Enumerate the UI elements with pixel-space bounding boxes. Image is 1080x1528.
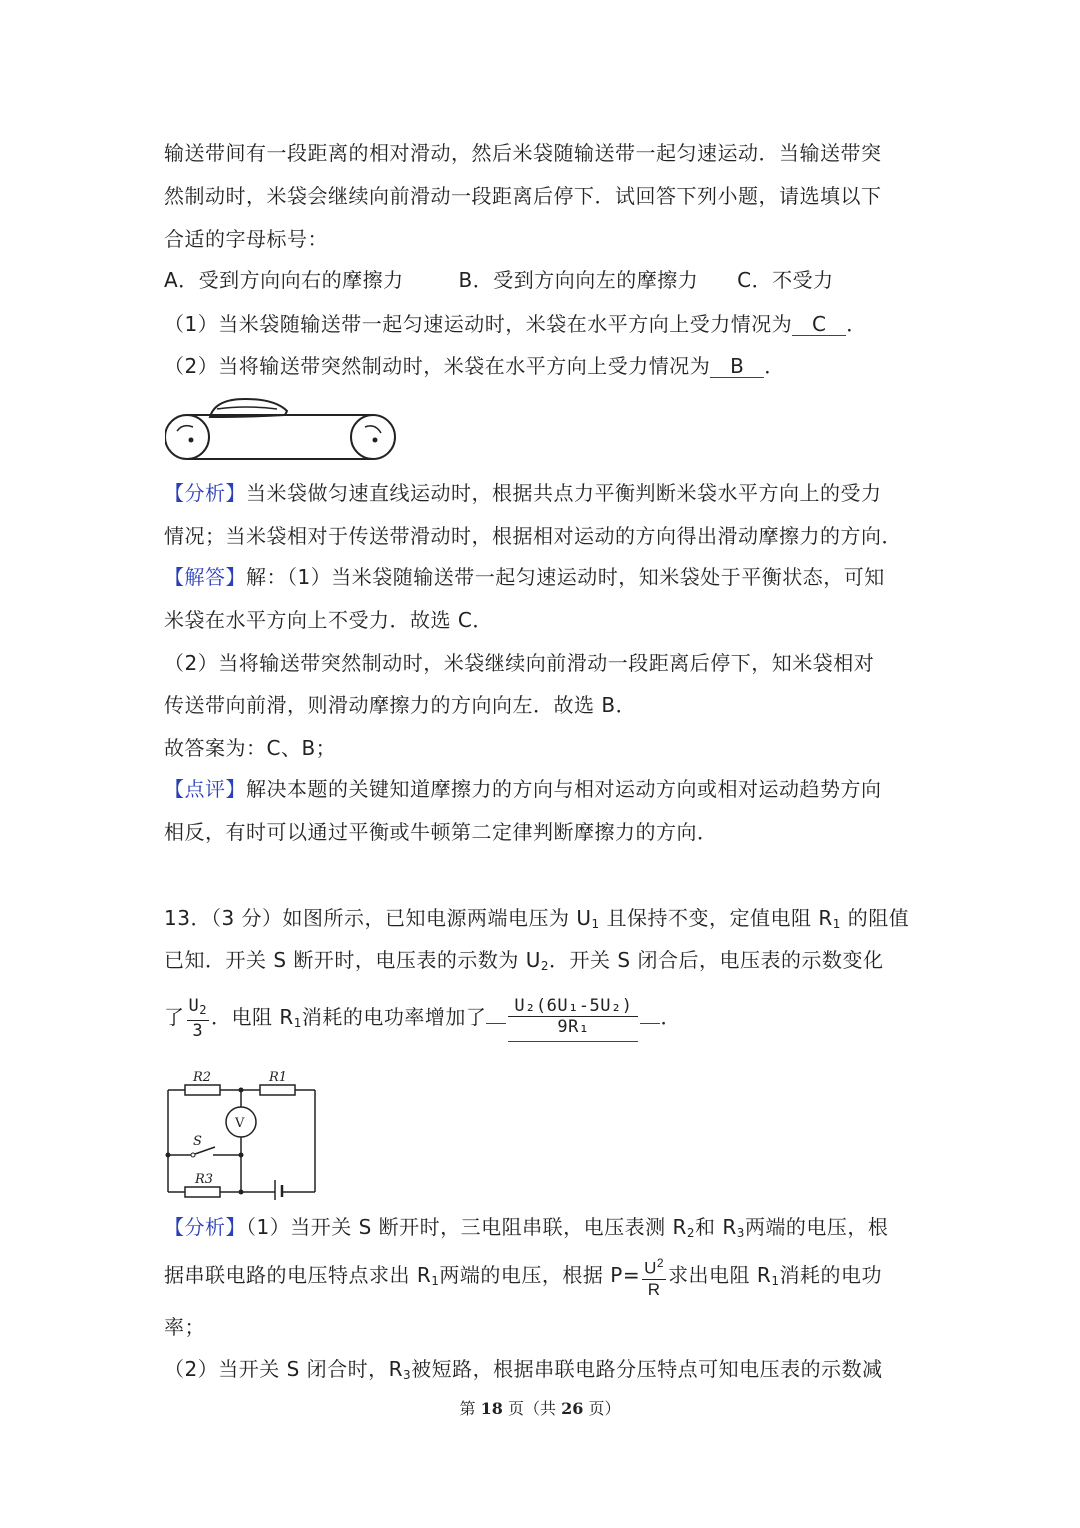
q12-comment-line-1: 【点评】解决本题的关键知道摩擦力的方向与相对运动方向或相对运动趋势方向 xyxy=(164,777,882,801)
solution-tag: 【解答】 xyxy=(164,565,246,589)
comment-tag: 【点评】 xyxy=(164,777,246,801)
q12-solution-line-1: 【解答】解：（1）当米袋随输送带一起匀速运动时，知米袋处于平衡状态，可知 xyxy=(164,565,885,589)
switch-label: S xyxy=(193,1134,202,1149)
option-b: B．受到方向向左的摩擦力 xyxy=(458,268,699,292)
total-pages: 26 xyxy=(561,1399,584,1418)
q13-analysis-line-3: 率； xyxy=(164,1315,205,1339)
r2-label: R2 xyxy=(193,1070,212,1085)
r3-label: R3 xyxy=(195,1172,214,1187)
conveyor-belt-figure xyxy=(165,395,405,465)
page-footer: 第 18 页（共 26 页） xyxy=(459,1399,621,1418)
q13-line-3: 了 $\frac{U_2}{3}$ ．电阻 $R_1$消耗的电功率增加了 $\frac{\text{U₂(6U₁-5U₂)}}{\text{9R₁}}$ ． xyxy=(164,995,681,1041)
answer-blank-1: C xyxy=(792,313,846,336)
q13-analysis-line-4: （2）当开关 S 闭合时，$R_3$被短路，根据串联电路分压特点可知电压表的示数减 xyxy=(164,1357,883,1382)
q12-options xyxy=(164,268,834,292)
q12-sub2: （2）当将输送带突然制动时，米袋在水平方向上受力情况为 B ． xyxy=(164,354,785,378)
answer-fraction: $\frac{\text{U₂(6U₁-5U₂)}}{\text{9R₁}}$ xyxy=(508,996,638,1042)
q12-solution-line-2: 米袋在水平方向上不受力．故选 C． xyxy=(164,608,493,632)
q12-comment-line-2: 相反，有时可以通过平衡或牛顿第二定律判断摩擦力的方向． xyxy=(164,820,718,844)
q13-line-2: 已知．开关 S 断开时，电压表的示数为 $U_2$．开关 S 闭合后，电压表的示数变化 xyxy=(164,948,884,973)
fraction-u2-over-3: $\frac{U_2}{3}$ xyxy=(188,996,207,1041)
q12-intro-line-3: 合适的字母标号： xyxy=(164,227,328,251)
q13-analysis-line-1: 【分析】（1）当开关 S 断开时，三电阻串联，电压表测 $R_2$和 $R_3$两端的电压，根 xyxy=(164,1215,889,1240)
q12-sub1: （1）当米袋随输送带一起匀速运动时，米袋在水平方向上受力情况为 C ． xyxy=(164,312,867,336)
analysis-tag: 【分析】 xyxy=(164,1215,246,1239)
option-a: A．受到方向向右的摩擦力 xyxy=(164,268,404,292)
q12-solution-line-5: 故答案为：C、B； xyxy=(164,736,337,760)
q12-intro-line-2: 然制动时，米袋会继续向前滑动一段距离后停下．试回答下列小题，请选填以下 xyxy=(164,184,882,208)
q12-solution-line-4: 传送带向前滑，则滑动摩擦力的方向向左．故选 B． xyxy=(164,693,637,717)
r1-label: R1 xyxy=(269,1070,288,1085)
power-formula: $\frac{U^2}{R}$ xyxy=(642,1253,666,1300)
q12-analysis-line-1: 【分析】当米袋做匀速直线运动时，根据共点力平衡判断米袋水平方向上的受力 xyxy=(164,481,882,505)
current-page: 18 xyxy=(480,1399,503,1418)
option-c: C．不受力 xyxy=(737,268,834,292)
voltmeter-label: V xyxy=(235,1116,245,1131)
analysis-tag: 【分析】 xyxy=(164,481,246,505)
q12-intro-line-1: 输送带间有一段距离的相对滑动，然后米袋随输送带一起匀速运动．当输送带突 xyxy=(164,141,882,165)
q13-line-1: 13．（3 分）如图所示，已知电源两端电压为 $U_1$ 且保持不变，定值电阻 $R_1$ 的阻值 xyxy=(164,906,910,931)
q12-analysis-line-2: 情况；当米袋相对于传送带滑动时，根据相对运动的方向得出滑动摩擦力的方向． xyxy=(164,524,902,548)
q12-solution-line-3: （2）当将输送带突然制动时，米袋继续向前滑动一段距离后停下，知米袋相对 xyxy=(164,651,875,675)
circuit-diagram xyxy=(165,1065,320,1200)
q13-analysis-line-2: 据串联电路的电压特点求出 $R_1$两端的电压，根据 P= $\frac{U^2}{R}$ 求出电阻 $R_1$消耗的电功 xyxy=(164,1250,882,1306)
answer-blank-2: B xyxy=(710,355,764,378)
